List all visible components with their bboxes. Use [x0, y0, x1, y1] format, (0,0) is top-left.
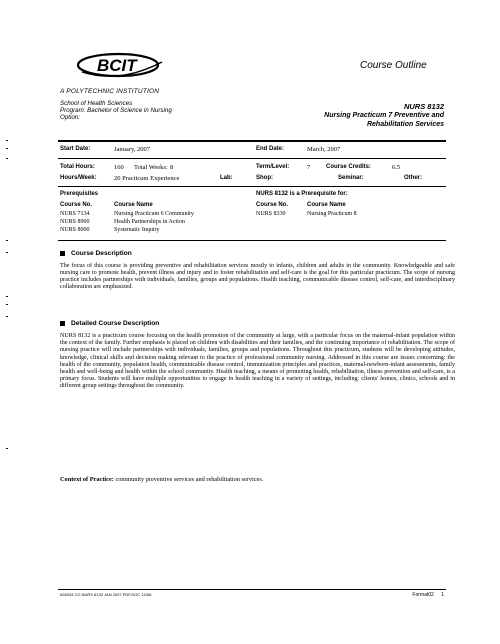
header-rule [58, 140, 446, 142]
course-heading [324, 102, 444, 129]
footer-rule [58, 589, 446, 590]
prereq-col-course-no: Course No. [60, 202, 93, 208]
margin-tick [6, 304, 8, 305]
prereq-course-name: Nursing Practicum 6 Community [114, 211, 194, 217]
end-date-label: End Date: [256, 146, 285, 152]
hours-per-week-value: 20 Practicum Experience [114, 175, 180, 182]
start-date-label: Start Date: [60, 146, 91, 152]
hours-rule [58, 186, 446, 187]
total-hours-label: Total Hours: [60, 164, 95, 170]
detailed-description-title: Detailed Course Description [71, 320, 160, 327]
context-text: community preventive services and rehabilitation services. [115, 476, 264, 483]
program-name: Program: Bachelor of Science in Nursing [60, 107, 172, 114]
margin-tick [6, 448, 8, 449]
prereq-col-course-name: Course Name [114, 202, 153, 208]
prereq-course-name: Systematic Inquiry [114, 227, 160, 233]
footer-right [412, 592, 444, 598]
option-label: Option: [60, 114, 80, 121]
bcit-logo [70, 50, 170, 80]
prereq-row [114, 219, 185, 227]
start-date-value: January, 2007 [114, 146, 151, 153]
detailed-description-text: NURS 8132 is a practicum course focusing on the health promotion of the community at large, with a particular focus on the maternal-infant population within the context of the family. Further emphasis is placed on children with disabilities and their families, and the continuing importance of rehabilitation. The scope of nursing practice will include partnerships with individuals, families, groups and populations. Throughout this practicum, students will be developing attitudes, knowledge, clinical skills and decision making relevant to the practice of professional community nursing. Addressed in this course are issues concerning: the health of the community, population health, communicable disease control, immunization principles and practices, maternal-newborn-infant assessments, family health and well-being and health within the school community. Health teaching, a means of promoting health, rehabilitation, illness prevention and self-care, is a primary focus. Students will have multiple opportunities to engage in health teaching in a variety of settings, including: clients' homes, clinics, schools and in different group settings throughout the community. [60, 333, 455, 390]
seminar-label: Seminar: [338, 175, 364, 181]
prereq-course-no: NURS 8900 [60, 219, 90, 225]
logo-text: BCIT [97, 56, 137, 75]
prereq-for-course-no: NURS 8330 [256, 211, 286, 217]
margin-tick [6, 252, 8, 253]
hours-per-week-label: Hours/Week: [60, 175, 97, 181]
footer-format: Format02 [412, 592, 434, 598]
course-title-line2: Rehabilitation Services [366, 121, 444, 128]
course-description-text: The focus of this course is providing preventive and rehabilitation services mostly to infants, children and adults in the community. Knowledgeable and safe nursing care to promote health, prevent illness and injury and to foster rehabilitation and self-care is the goal for this particular practicum. The scope of nursing practice includes partnerships with individuals, families, groups and populations. Health teaching, communicable disease control, self-care, and interdisciplinary collaboration are emphasized. [60, 263, 455, 291]
total-weeks-label: Total Weeks: [134, 164, 168, 171]
bullet-icon [60, 251, 65, 256]
prereq-row [60, 227, 90, 235]
context-label: Context of Practice: [60, 476, 114, 483]
term-level-label: Term/Level: [256, 164, 290, 170]
bullet-icon [60, 321, 65, 326]
context-of-practice [60, 476, 263, 483]
tagline: A POLYTECHNIC INSTITUTION [60, 88, 160, 95]
prereq-row [114, 211, 194, 219]
prereq-for-col-course-name: Course Name [307, 202, 346, 208]
margin-tick [6, 240, 8, 241]
margin-tick [6, 158, 8, 159]
outline-title: Course Outline [360, 60, 427, 71]
prereq-row [60, 211, 90, 219]
prereq-course-name: Health Partnerships in Action [114, 219, 185, 225]
prereq-for-course-name: Nursing Practicum 8 [307, 211, 357, 217]
margin-tick [6, 148, 8, 149]
school-name: School of Health Sciences [60, 100, 133, 107]
prereq-for-heading: NURS 8132 is a Prerequisite for: [256, 191, 348, 197]
prereq-row [114, 227, 160, 235]
course-credits-label: Course Credits: [326, 164, 372, 170]
prereq-for-col-course-no: Course No. [256, 202, 289, 208]
margin-tick [6, 296, 8, 297]
school-block [60, 100, 172, 121]
total-hours-value: 160 [114, 164, 124, 171]
lab-label: Lab: [220, 175, 233, 181]
course-description-title: Course Description [71, 250, 132, 257]
other-label: Other: [404, 175, 422, 181]
margin-tick [6, 316, 8, 317]
total-weeks-value: 8 [170, 164, 174, 171]
dates-rule [58, 158, 446, 159]
margin-tick [6, 140, 8, 141]
detailed-description-heading [60, 320, 159, 327]
shop-label: Shop: [256, 175, 273, 181]
prereq-row [60, 219, 90, 227]
page-number: 1 [441, 592, 444, 598]
prereq-course-no: NURS 7134 [60, 211, 90, 217]
end-date-value: March, 2007 [307, 146, 341, 153]
course-description-heading [60, 250, 132, 257]
course-code: NURS 8132 [403, 102, 444, 111]
footer-doc-id: 826333 CO NURS 8132 JAN 2007 PDF.DOC 12/06 [60, 592, 152, 597]
prerequisites-heading: Prerequisites [60, 191, 99, 197]
course-title-line1: Nursing Practicum 7 Preventive and [324, 112, 444, 119]
prereq-course-no: NURS 8000 [60, 227, 90, 233]
course-credits-value: 6.5 [392, 164, 401, 171]
prereq-rule [58, 240, 446, 241]
term-level-value: 7 [307, 164, 311, 171]
